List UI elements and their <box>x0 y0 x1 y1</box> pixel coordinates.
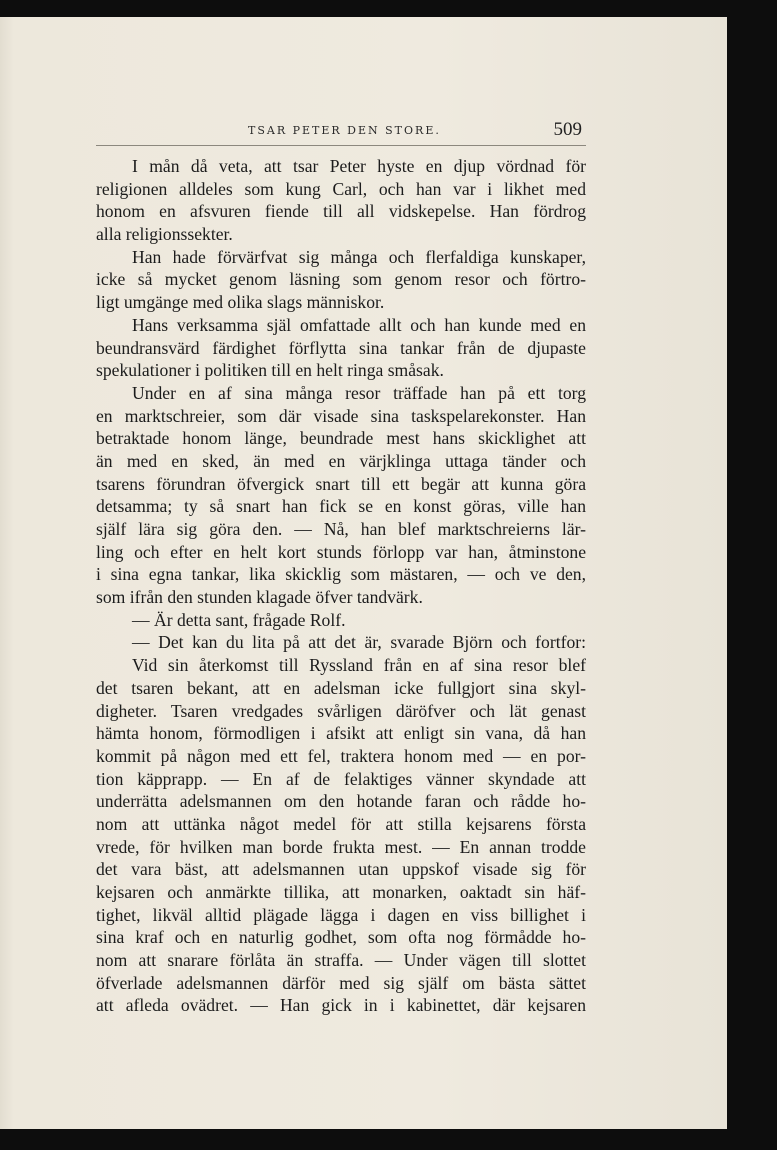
text-line: än med en sked, än med en värjklinga uttaga tänder och <box>96 450 586 471</box>
text-line: i sina egna tankar, lika skicklig som mästaren, — och ve den, <box>96 564 586 585</box>
text-line: — Det kan du lita på att det är, svarade Björn och fortfor: <box>132 632 586 653</box>
text-line: digheter. Tsaren vredgades svårligen däröfver och lät genast <box>96 700 586 721</box>
text-line: beundransvärd färdighet förflytta sina tankar från de djupaste <box>96 337 586 358</box>
text-line: hämta honom, förmodligen i afsikt att enligt sin vana, då han <box>96 723 586 744</box>
text-line: nom att uttänka något medel för att stilla kejsarens första <box>96 813 586 834</box>
text-line: Under en af sina många resor träffade han på ett torg <box>132 382 586 403</box>
text-line: Vid sin återkomst till Ryssland från en af sina resor blef <box>132 655 586 676</box>
text-line: tion käpprapp. — En af de felaktiges vänner skyndade att <box>96 768 586 789</box>
text-line: alla religionssekter. <box>96 224 233 245</box>
text-line: ligt umgänge med olika slags människor. <box>96 292 385 313</box>
text-line: tighet, likväl alltid plägade lägga i dagen en viss billighet i <box>96 904 586 925</box>
running-title: TSAR PETER DEN STORE. <box>248 124 441 137</box>
text-line: vrede, för hvilken man borde frukta mest. — En annan trodde <box>96 836 586 857</box>
page-header <box>96 117 586 147</box>
text-line: icke så mycket genom läsning som genom resor och förtro- <box>96 269 586 290</box>
text-line: att afleda ovädret. — Han gick in i kabinettet, där kejsaren <box>96 995 586 1016</box>
text-line: detsamma; ty så snart han fick se en konst göras, ville han <box>96 496 586 517</box>
text-line: — Är detta sant, frågade Rolf. <box>132 609 346 630</box>
text-line: Han hade förvärfvat sig många och flerfaldiga kunskaper, <box>132 246 586 267</box>
book-page <box>0 17 727 1129</box>
text-line: sina kraf och en naturlig godhet, som ofta nog förmådde ho- <box>96 927 586 948</box>
text-line: kommit på någon med ett fel, traktera honom med — en por- <box>96 745 586 766</box>
body-text <box>96 155 586 1017</box>
text-line: det vara bäst, att adelsmannen utan uppskof visade sig för <box>96 859 586 880</box>
text-line: det tsaren bekant, att en adelsman icke fullgjort sina skyl- <box>96 677 586 698</box>
text-line: betraktade honom länge, beundrade mest hans skicklighet att <box>96 428 586 449</box>
text-line: Hans verksamma själ omfattade allt och han kunde med en <box>132 314 586 335</box>
text-line: öfverlade adelsmannen därför med sig själf om bästa sättet <box>96 972 586 993</box>
text-line: en marktschreier, som där visade sina taskspelarekonster. Han <box>96 405 586 426</box>
page-number: 509 <box>553 119 582 140</box>
text-line: kejsaren och anmärkte tillika, att monarken, oaktadt sin häf- <box>96 882 586 902</box>
text-line: underrätta adelsmannen om den hotande faran och rådde ho- <box>96 791 586 812</box>
header-rule <box>96 145 586 146</box>
text-line: I mån då veta, att tsar Peter hyste en djup vördnad för <box>132 156 586 176</box>
text-line: som ifrån den stunden klagade öfver tandvärk. <box>96 587 423 608</box>
text-line: spekulationer i politiken till en helt ringa småsak. <box>96 360 444 381</box>
text-line: honom en afsvuren fiende till all vidskepelse. Han fördrog <box>96 201 586 222</box>
text-line: själf lära sig göra den. — Nå, han blef marktschreierns lär- <box>96 519 586 539</box>
text-line: religionen alldeles som kung Carl, och han var i likhet med <box>96 178 586 199</box>
text-line: ling och efter en helt kort stunds förlopp var han, åtminstone <box>96 541 586 562</box>
text-line: nom att snarare förlåta än straffa. — Under vägen till slottet <box>96 950 586 971</box>
text-line: tsarens förundran öfvergick snart till ett begär att kunna göra <box>96 473 586 494</box>
